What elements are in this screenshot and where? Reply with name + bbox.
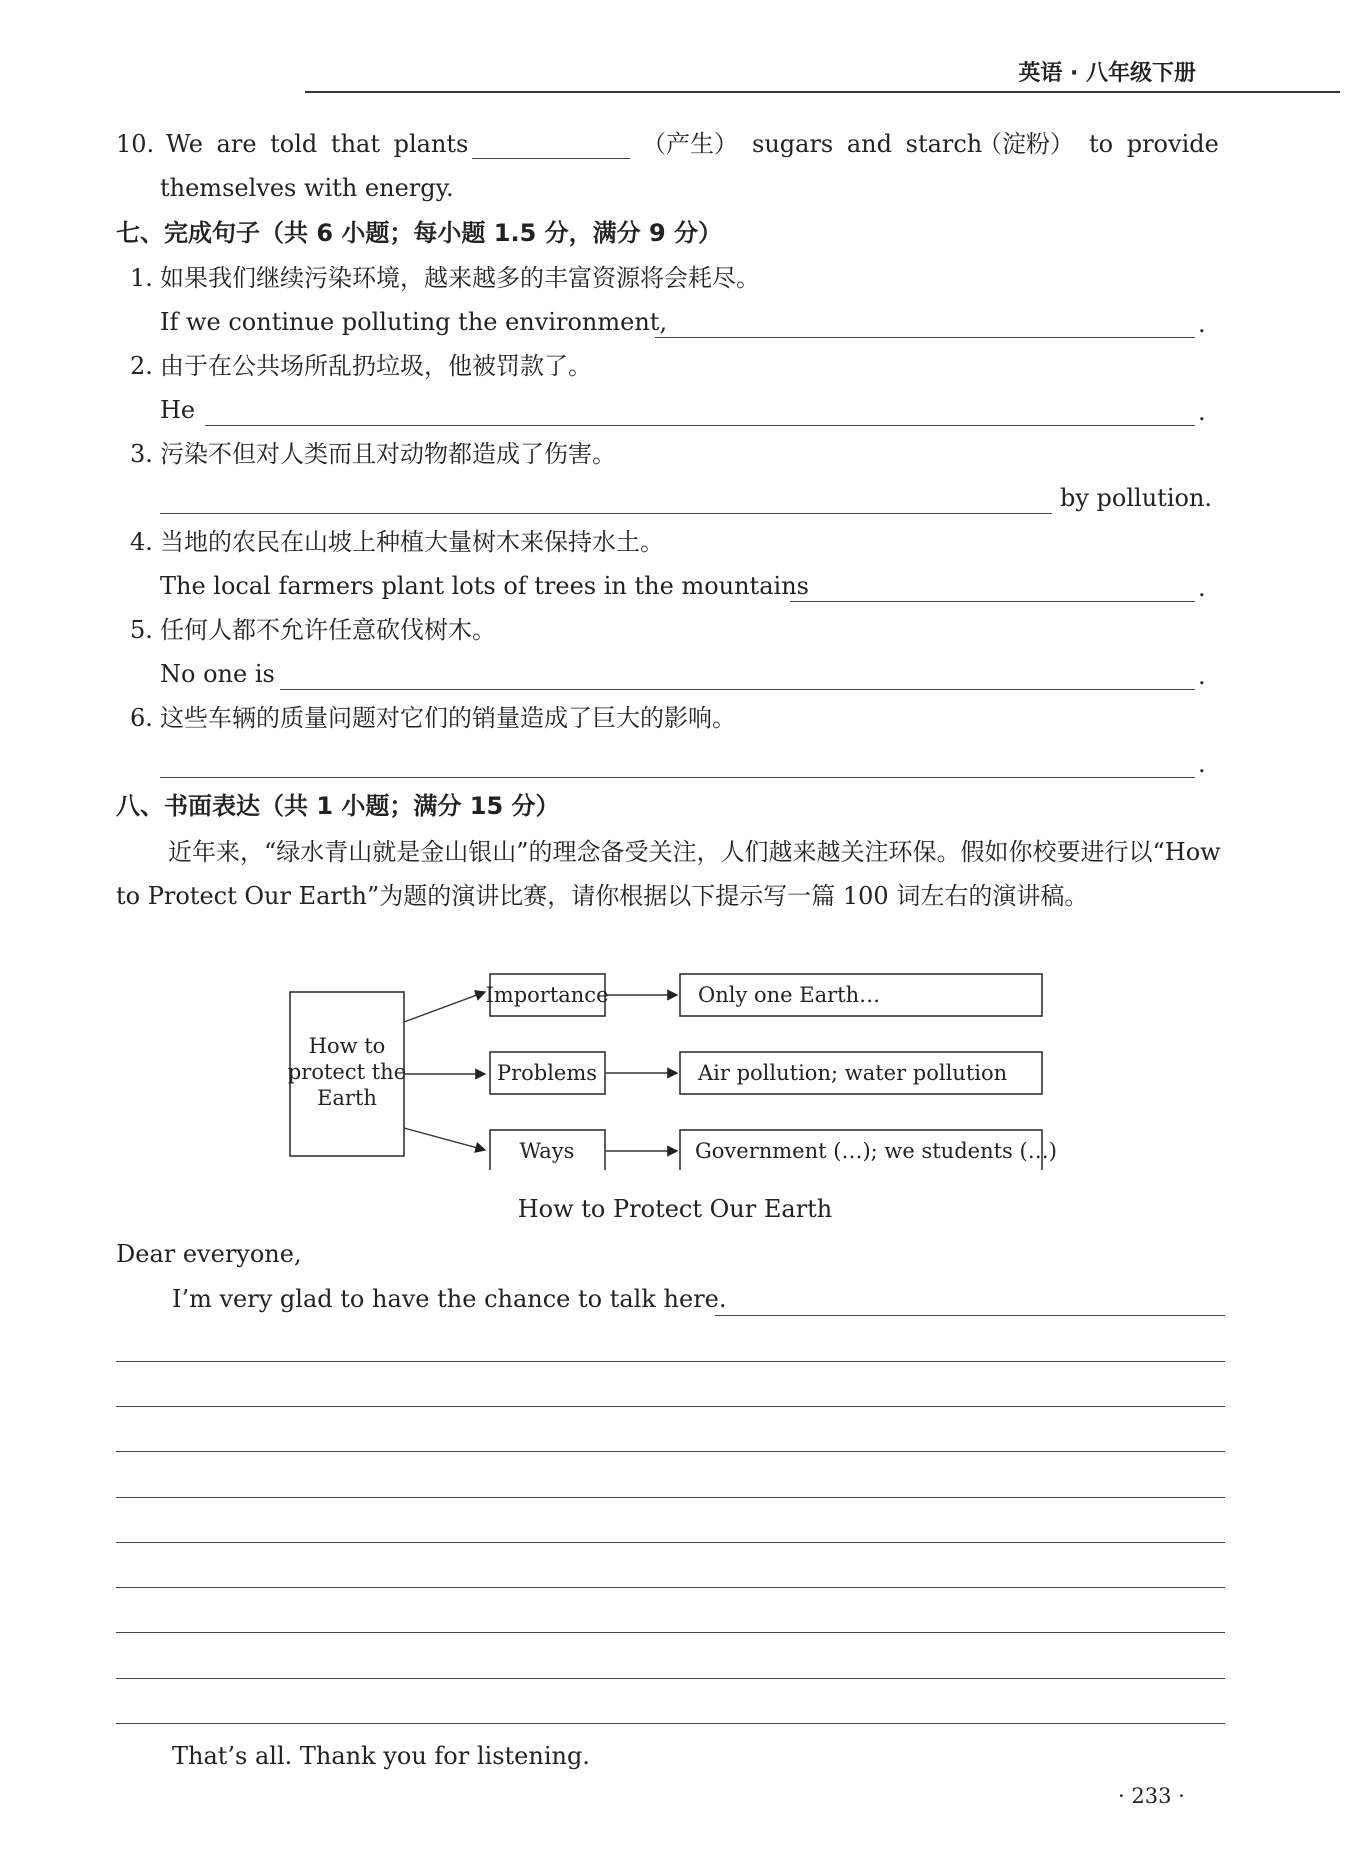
item-7-4-chinese: 当地的农民在山坡上种植大量树木来保持水土。 xyxy=(160,528,664,556)
ways-detail-label: Government (…); we students (…) xyxy=(695,1139,1057,1163)
item-7-4-english: The local farmers plant lots of trees in the mountains xyxy=(160,572,809,600)
essay-line[interactable] xyxy=(116,1723,1225,1724)
essay-line[interactable] xyxy=(116,1406,1225,1407)
problems-label: Problems xyxy=(496,1061,598,1085)
item-7-3-number: 3. xyxy=(130,440,153,468)
item-10-part1: We are told that plants xyxy=(166,130,469,158)
header-title: 英语 · 八年级下册 xyxy=(1018,61,1196,86)
item-7-2-number: 2. xyxy=(130,352,153,380)
essay-line[interactable] xyxy=(116,1587,1225,1588)
essay-line[interactable] xyxy=(116,1678,1225,1679)
item-10-line2: themselves with energy. xyxy=(160,174,454,202)
item-7-3-blank[interactable] xyxy=(160,513,1052,514)
item-7-2-english: He xyxy=(160,396,196,424)
item-number: 10. xyxy=(116,130,155,158)
arrow-to-ways xyxy=(404,1128,485,1150)
item-10-blank[interactable] xyxy=(472,158,630,159)
item-7-4-number: 4. xyxy=(130,528,153,556)
item-7-5-number: 5. xyxy=(130,616,153,644)
section-8-prompt: 近年来，“绿水青山就是金山银山”的理念备受关注，人们越来越关注环保。假如你校要进行以“How to Protect Our Earth”为题的演讲比赛，请你根据以下提示写一篇 100 词左右的演讲稿。 xyxy=(116,838,1221,910)
center-label-1: How to xyxy=(308,1034,386,1058)
essay-line[interactable] xyxy=(116,1497,1225,1498)
item-10-part2: sugars and starch xyxy=(752,130,983,158)
section-8-title: 八、书面表达（共 1 小题；满分 15 分） xyxy=(116,792,560,820)
ways-label: Ways xyxy=(519,1139,575,1163)
item-7-1-blank[interactable] xyxy=(655,337,1195,338)
item-7-1-english: If we continue polluting the environment, xyxy=(160,308,668,336)
item-7-6-chinese: 这些车辆的质量问题对它们的销量造成了巨大的影响。 xyxy=(160,704,736,732)
item-7-6-blank[interactable] xyxy=(160,777,1195,778)
item-7-2-blank[interactable] xyxy=(205,425,1195,426)
essay-opening: I’m very glad to have the chance to talk here. xyxy=(172,1285,727,1313)
essay-blank-first[interactable] xyxy=(715,1315,1225,1316)
item-7-6-number: 6. xyxy=(130,704,153,732)
item-10-line1 xyxy=(116,128,1224,160)
essay-line[interactable] xyxy=(116,1542,1225,1543)
essay-salutation: Dear everyone, xyxy=(116,1240,302,1268)
item-7-4-blank[interactable] xyxy=(790,601,1195,602)
item-7-1-chinese: 如果我们继续污染环境，越来越多的丰富资源将会耗尽。 xyxy=(160,264,760,292)
problems-detail-label: Air pollution; water pollution xyxy=(698,1061,1008,1085)
item-7-5-english: No one is xyxy=(160,660,275,688)
diagram-caption: How to Protect Our Earth xyxy=(517,1195,833,1223)
item-7-4-end: . xyxy=(1198,574,1206,602)
page-number: · 233 · xyxy=(1118,1784,1185,1808)
item-7-6-end: . xyxy=(1198,750,1206,778)
essay-line[interactable] xyxy=(116,1451,1225,1452)
importance-label: Importance xyxy=(485,983,609,1007)
item-10-part3: to provide xyxy=(1089,130,1219,158)
header-rule xyxy=(305,91,1340,93)
mind-map-diagram xyxy=(280,960,1060,1170)
item-7-2-end: . xyxy=(1198,398,1206,426)
essay-line[interactable] xyxy=(116,1632,1225,1633)
essay-line[interactable] xyxy=(116,1361,1225,1362)
item-7-5-end: . xyxy=(1198,662,1206,690)
arrow-to-importance xyxy=(404,992,485,1022)
item-7-1-number: 1. xyxy=(130,264,153,292)
item-7-1-end: . xyxy=(1198,310,1206,338)
section-7-title: 七、完成句子（共 6 小题；每小题 1.5 分，满分 9 分） xyxy=(116,219,723,247)
item-7-3-chinese: 污染不但对人类而且对动物都造成了伤害。 xyxy=(160,440,616,468)
item-7-2-chinese: 由于在公共场所乱扔垃圾，他被罚款了。 xyxy=(160,352,592,380)
center-label-2: protect the xyxy=(287,1060,407,1084)
center-label-3: Earth xyxy=(317,1086,377,1110)
importance-detail-label: Only one Earth… xyxy=(698,983,881,1007)
item-10-hint2: （淀粉） xyxy=(978,130,1074,158)
item-10-hint1: （产生） xyxy=(642,130,738,158)
essay-closing: That’s all. Thank you for listening. xyxy=(172,1742,590,1770)
item-7-5-blank[interactable] xyxy=(280,689,1195,690)
item-7-5-chinese: 任何人都不允许任意砍伐树木。 xyxy=(160,616,496,644)
item-7-3-english: by pollution. xyxy=(1060,484,1213,512)
